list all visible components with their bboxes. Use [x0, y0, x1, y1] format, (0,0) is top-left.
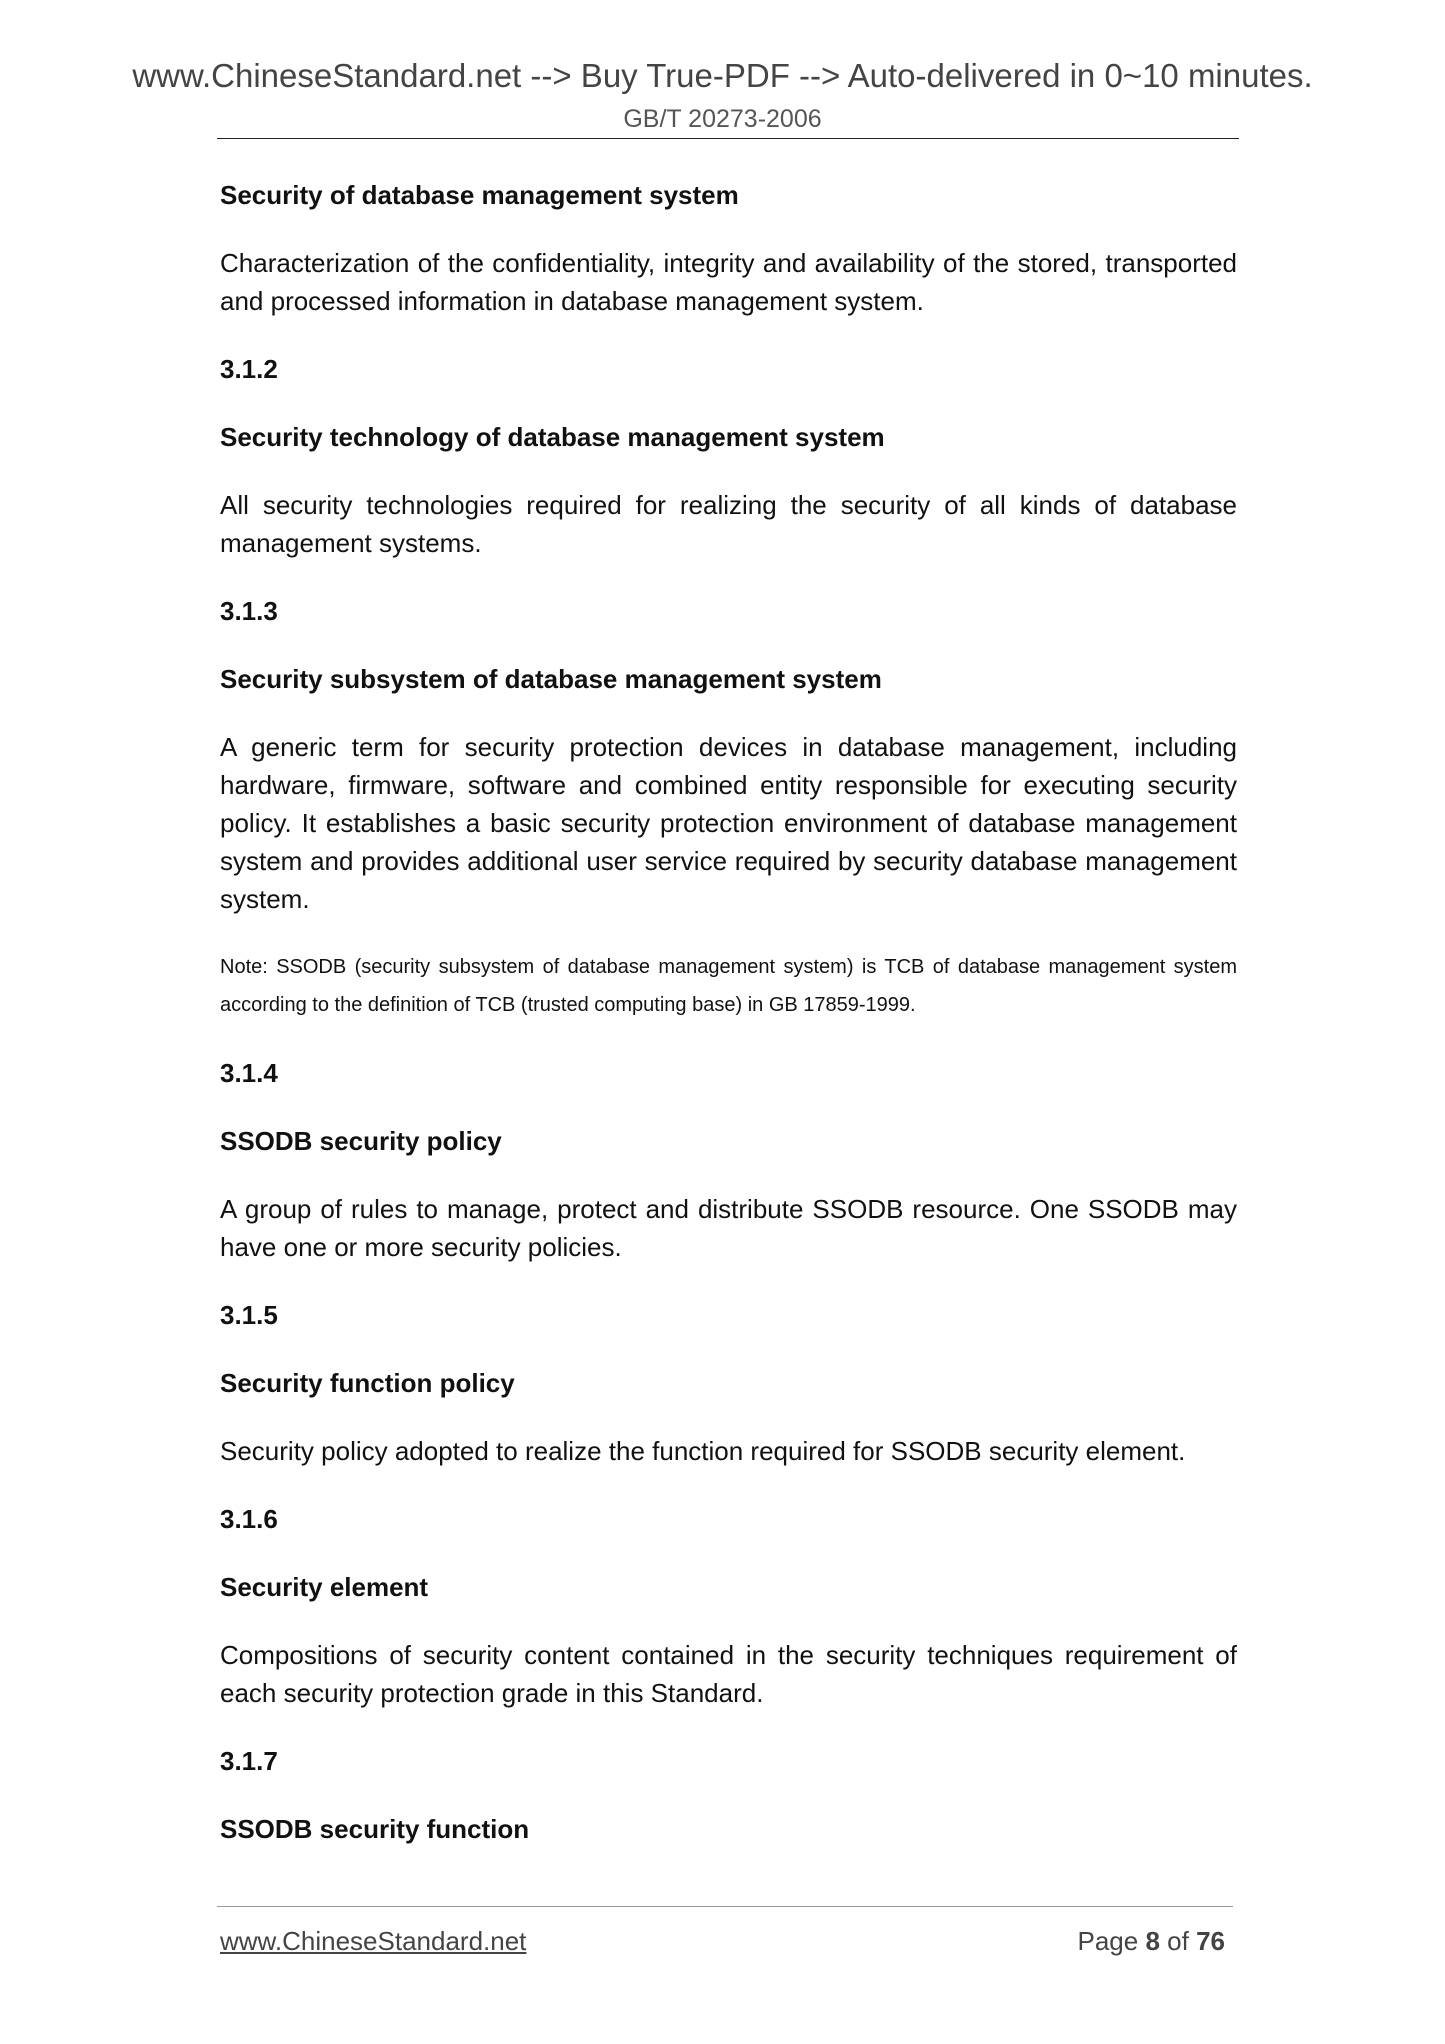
term-definition: All security technologies required for realizing the security of all kinds of database management systems. — [220, 490, 1237, 558]
header-banner: www.ChineseStandard.net --> Buy True-PDF --> Auto-delivered in 0~10 minutes. — [132, 57, 1313, 94]
term-definition: Compositions of security content contained in the security techniques requirement of each security protection grade in this Standard. — [220, 1640, 1237, 1708]
term-title: SSODB security function — [220, 1814, 530, 1844]
term-definition: A generic term for security protection devices in database management, including hardware, firmware, software and combined entity responsible for executing security policy. It establishes a basic security protection environment of database management system and provides additional user service required by security database management system. — [220, 732, 1237, 914]
page-total: 76 — [1196, 1926, 1225, 1956]
term-title: Security element — [220, 1572, 429, 1602]
clause-number: 3.1.2 — [220, 354, 278, 384]
clause-number: 3.1.5 — [220, 1300, 278, 1330]
term-definition: Characterization of the confidentiality, integrity and availability of the stored, transported and processed information in database management system. — [220, 248, 1237, 316]
term-title: Security technology of database management system — [220, 422, 885, 452]
clause-number: 3.1.4 — [220, 1058, 278, 1088]
page-indicator — [1077, 1924, 1225, 1958]
page-of: of — [1167, 1926, 1189, 1956]
header-divider — [217, 138, 1239, 139]
document-code: GB/T 20273-2006 — [623, 105, 822, 133]
term-title: SSODB security policy — [220, 1126, 502, 1156]
page-current: 8 — [1145, 1926, 1160, 1956]
document-body — [220, 176, 1237, 1878]
footer-divider — [217, 1906, 1233, 1907]
clause-number: 3.1.6 — [220, 1504, 278, 1534]
clause-number: 3.1.7 — [220, 1746, 278, 1776]
term-note: Note: SSODB (security subsystem of database management system) is TCB of database management system according to the definition of TCB (trusted computing base) in GB 17859-1999. — [220, 956, 1237, 1016]
page-prefix: Page — [1077, 1926, 1139, 1956]
clause-number: 3.1.3 — [220, 596, 278, 626]
term-title: Security subsystem of database management system — [220, 664, 882, 694]
footer-site-link[interactable]: www.ChineseStandard.net — [220, 1926, 527, 1956]
term-title: Security of database management system — [220, 180, 739, 210]
term-definition: Security policy adopted to realize the function required for SSODB security element. — [220, 1436, 1186, 1466]
term-title: Security function policy — [220, 1368, 515, 1398]
term-definition: A group of rules to manage, protect and distribute SSODB resource. One SSODB may have one or more security policies. — [220, 1194, 1237, 1262]
